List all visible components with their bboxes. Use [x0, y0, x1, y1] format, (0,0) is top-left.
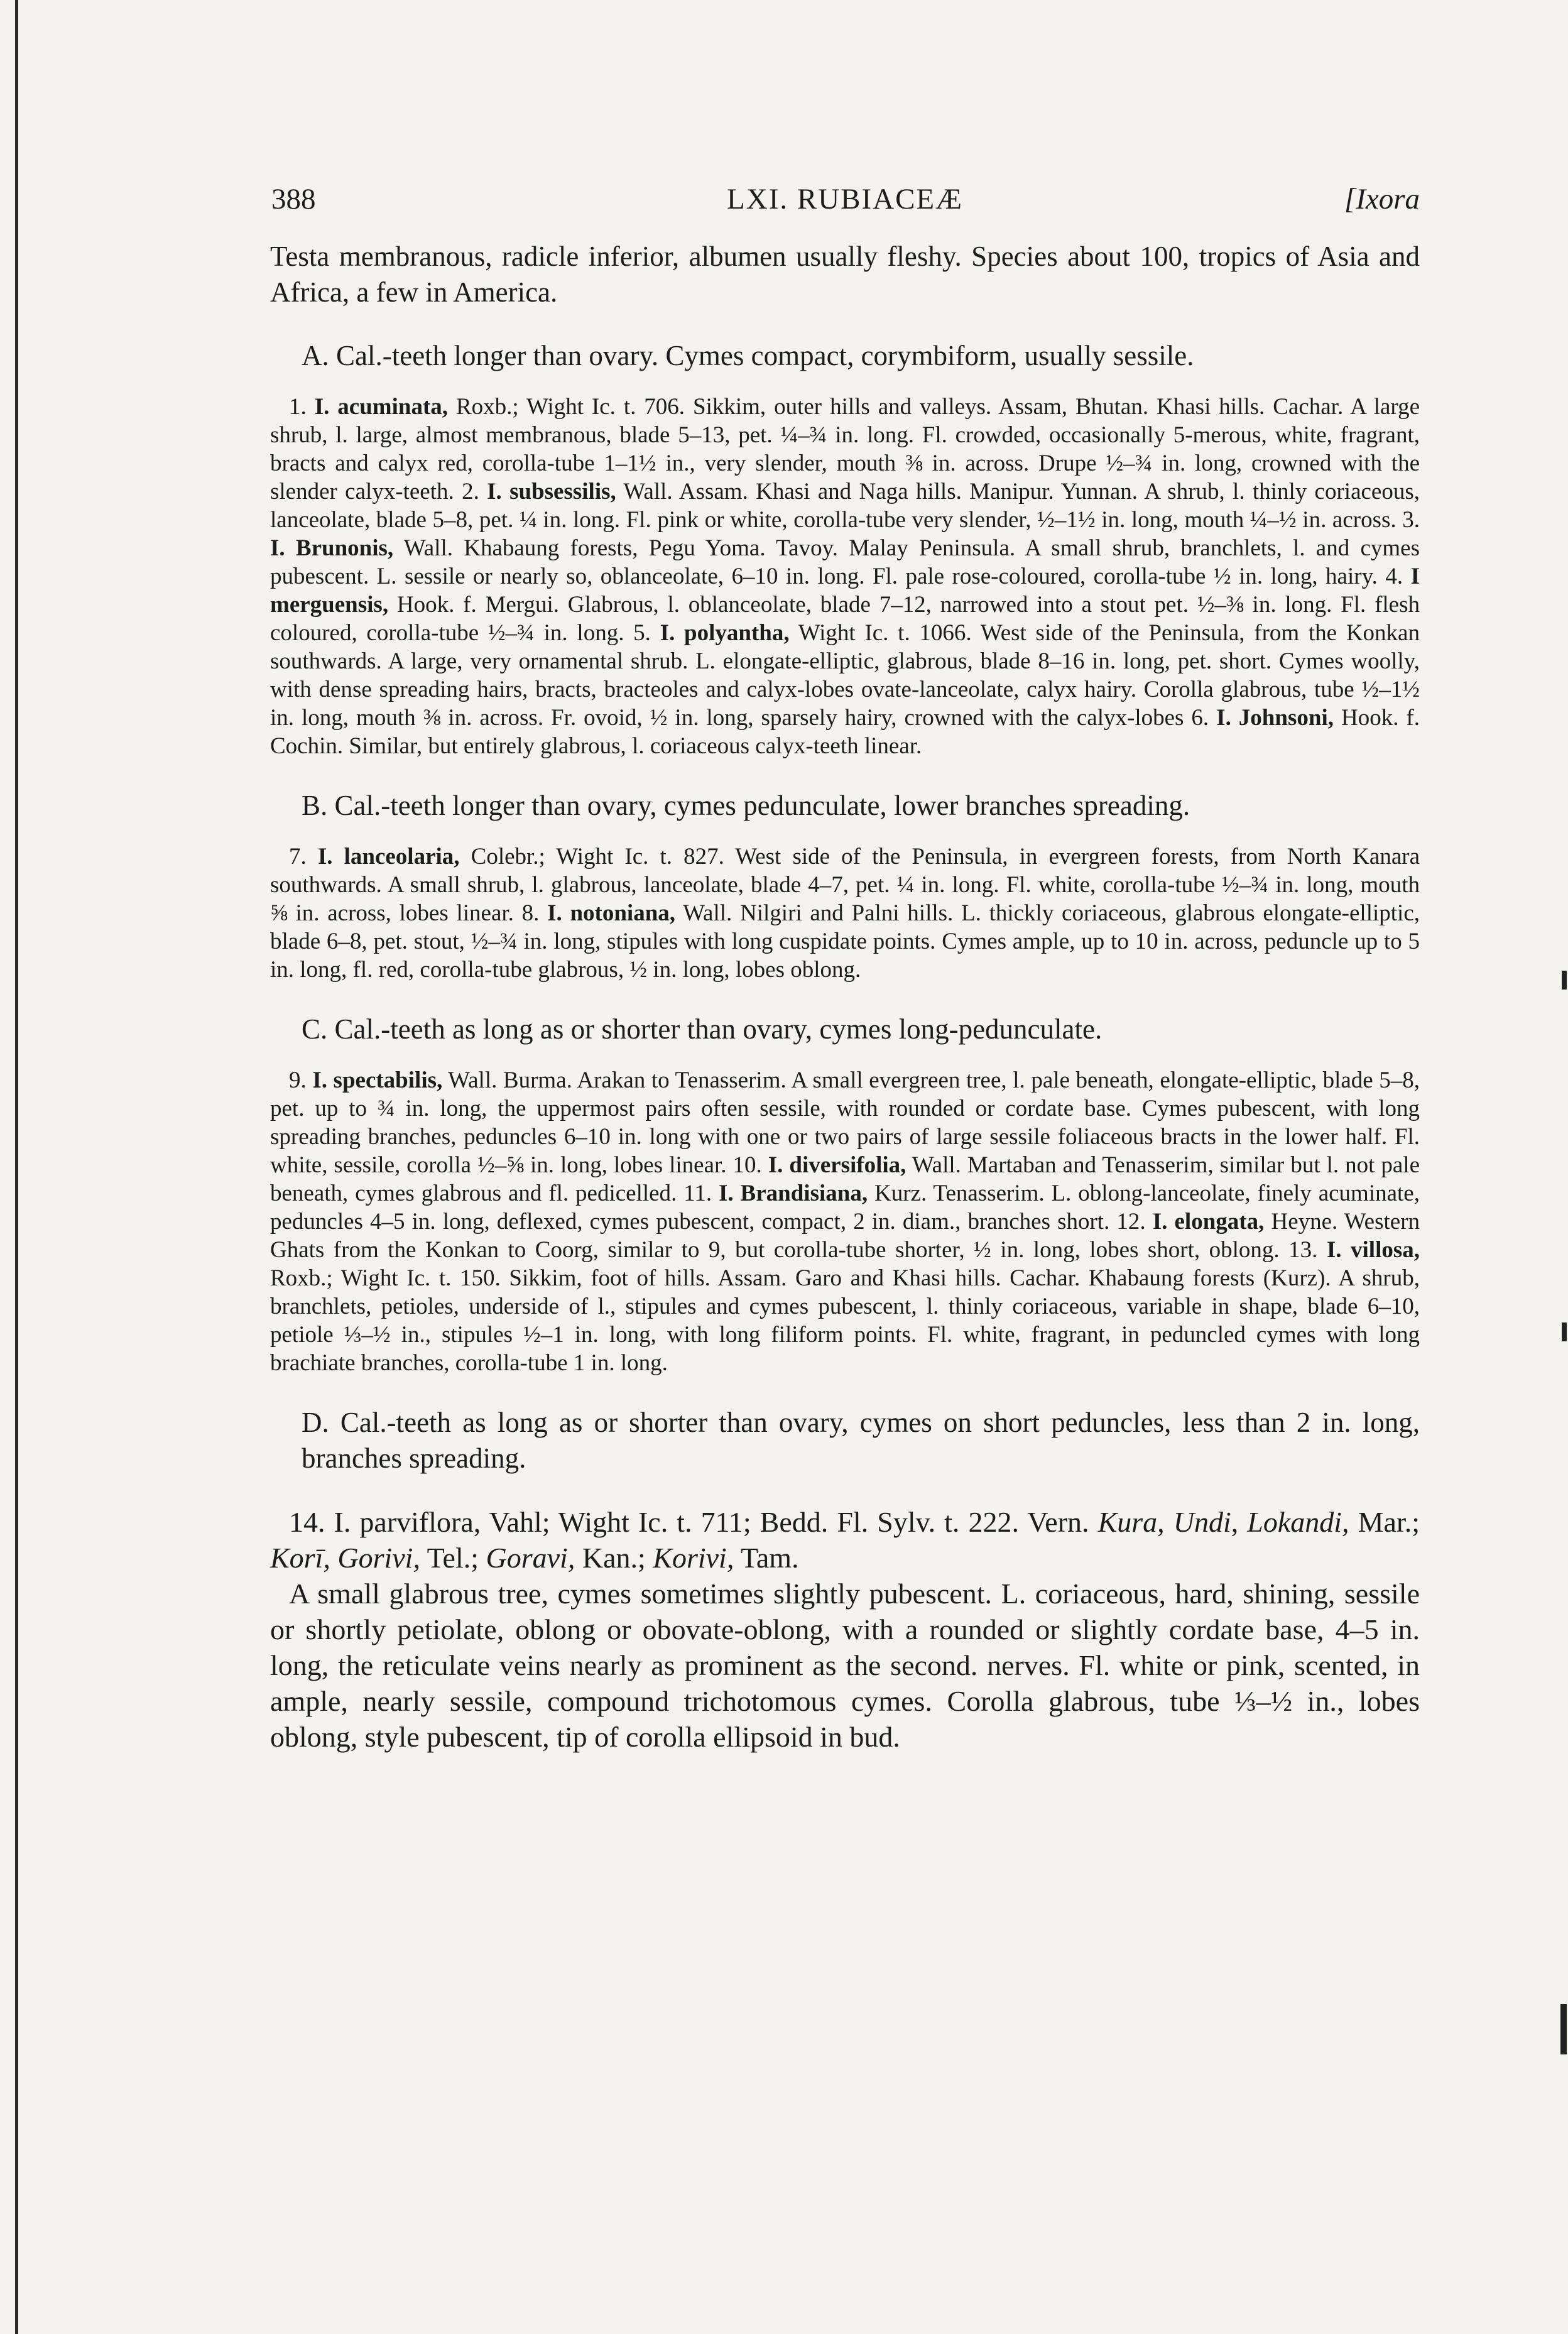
text-run: Hook. f. Cochin. Similar, but entirely glabrous, l. coriaceous calyx-teeth linear.: [270, 705, 1420, 759]
species-name: I merguensis,: [270, 564, 1420, 618]
text-run: Tam.: [734, 1542, 799, 1574]
species-name: I. polyantha,: [660, 620, 790, 646]
text-run: Wall. Martaban and Tenasserim, similar but l. not pale beneath, cymes glabrous and fl. pedicelled. 11.: [270, 1152, 1420, 1206]
species-name: I. elongata,: [1152, 1209, 1265, 1235]
page-body: [270, 182, 1420, 1755]
page-edge-line: [15, 0, 18, 2334]
vernacular-name: Kura, Undi, Lokandi,: [1097, 1506, 1349, 1538]
species-name: I. Johnsoni,: [1216, 705, 1334, 731]
text-run: Wall. Nilgiri and Palni hills. L. thickly coriaceous, glabrous elongate-elliptic, blade 6–8, pet. stout, ½–¾ in. long, stipules with long cuspidate points. Cymes ample, up to 10 in. across, peduncle up to 5 in. long, fl. red, corolla-tube glabrous, ½ in. long, lobes oblong.: [270, 900, 1420, 983]
species-name: I. notoniana,: [547, 900, 676, 926]
page-number: 388: [271, 183, 316, 215]
text-run: Tel.;: [420, 1542, 486, 1574]
text-run: 1.: [289, 394, 315, 420]
section-d-heading: D. Cal.-teeth as long as or shorter than ovary, cymes on short peduncles, less than 2 in. long, branches spreading.: [302, 1407, 1420, 1474]
text-run: Heyne. Western Ghats from the Konkan to Coorg, similar to 9, but corolla-tube shorter, ½ in. long, lobes short, oblong. 13.: [270, 1209, 1420, 1263]
text-run: Colebr.; Wight Ic. t. 827. West side of the Peninsula, in evergreen forests, from North Kanara southwards. A small shrub, l. glabrous, lanceolate, blade 4–7, pet. ¼ in. long. Fl. white, corolla-tube ½–¾ in. long, mouth ⅝ in. across, lobes linear. 8.: [270, 844, 1420, 926]
section-b-heading: B. Cal.-teeth longer than ovary, cymes pedunculate, lower branches spreading.: [302, 790, 1190, 821]
section-c-heading: C. Cal.-teeth as long as or shorter than ovary, cymes long-pedunculate.: [302, 1013, 1102, 1045]
section-b-body: [270, 843, 1420, 984]
vernacular-name: Korivi,: [653, 1542, 734, 1574]
text-run: Wall. Burma. Arakan to Tenasserim. A small evergreen tree, l. pale beneath, elongate-elliptic, blade 5–8, pet. up to ¾ in. long, the uppermost pairs often sessile, with rounded or cordate base. Cymes pubescent, with long spreading branches, peduncles 6–10 in. long with one or two pairs of large sessile foliaceous bracts in the lower half. Fl. white, sessile, corolla ½–⅝ in. long, lobes linear. 10.: [270, 1067, 1420, 1178]
species-name: I. lanceolaria,: [317, 844, 460, 870]
section-a-heading: A. Cal.-teeth longer than ovary. Cymes compact, corymbiform, usually sessile.: [302, 340, 1194, 371]
vernacular-name: Goravi,: [486, 1542, 575, 1574]
species-name: I. diversifolia,: [768, 1152, 906, 1178]
text-run: Roxb.; Wight Ic. t. 150. Sikkim, foot of hills. Assam. Garo and Khasi hills. Cachar. Khabaung forests (Kurz). A shrub, branchlets, petioles, underside of l., stipules and cymes pubescent, l. thinly coriaceous, variable in shape, blade 6–10, petiole ⅓–½ in., stipules ½–1 in. long, with long filiform points. Fl. white, fragrant, in peduncled cymes with long brachiate branches, corolla-tube 1 in. long.: [270, 1265, 1420, 1376]
species-name: I. Brunonis,: [270, 535, 394, 561]
scan-mark: [1562, 971, 1567, 990]
text-run: Kan.;: [575, 1542, 653, 1574]
text-run: Mar.;: [1349, 1506, 1420, 1538]
section-c-body: [270, 1066, 1420, 1377]
intro-paragraph: Testa membranous, radicle inferior, albumen usually fleshy. Species about 100, tropics of Asia and Africa, a few in America.: [270, 241, 1420, 308]
text-run: Wall. Assam. Khasi and Naga hills. Manipur. Yunnan. A shrub, l. thinly coriaceous, lanceolate, blade 5–8, pet. ¼ in. long. Fl. pink or white, corolla-tube very slender, ½–1½ in. long, mouth ¼–½ in. across. 3.: [270, 479, 1420, 533]
species-name: I. Brandisiana,: [718, 1181, 868, 1206]
text-run: 9.: [289, 1067, 313, 1093]
species-name: I. acuminata,: [314, 394, 449, 420]
vernacular-name: Korī, Gorivi,: [270, 1542, 420, 1574]
text-run: Wight Ic. t. 1066. West side of the Peninsula, from the Konkan southwards. A large, very ornamental shrub. L. elongate-elliptic, glabrous, blade 8–16 in. long, pet. short. Cymes woolly, with dense spreading hairs, bracts, bracteoles and calyx-lobes ovate-lanceolate, calyx hairy. Corolla glabrous, tube ½–1½ in. long, mouth ⅜ in. across. Fr. ovoid, ½ in. long, sparsely hairy, crowned with the calyx-lobes 6.: [270, 620, 1420, 731]
running-genus: [Ixora: [1344, 183, 1420, 215]
text-run: Roxb.; Wight Ic. t. 706. Sikkim, outer hills and valleys. Assam, Bhutan. Khasi hills. Cachar. A large shrub, l. large, almost membranous, blade 5–13, pet. ¼–¾ in. long. Fl. crowded, occasionally 5-merous, white, fragrant, bracts and calyx red, corolla-tube 1–1½ in., very slender, mouth ⅜ in. across. Drupe ½–¾ in. long, crowned with the slender calyx-teeth. 2.: [270, 394, 1420, 504]
species-14-description: A small glabrous tree, cymes sometimes slightly pubescent. L. coriaceous, hard, shining, sessile or shortly petiolate, oblong or obovate-oblong, with a rounded or slightly cordate base, 4–5 in. long, the reticulate veins nearly as prominent as the second. nerves. Fl. white or pink, scented, in ample, nearly sessile, compound trichotomous cymes. Corolla glabrous, tube ⅓–½ in., lobes oblong, style pubescent, tip of corolla ellipsoid in bud.: [270, 1578, 1420, 1753]
section-a-body: [270, 393, 1420, 760]
species-name: I. spectabilis,: [312, 1067, 443, 1093]
text-run: Wall. Khabaung forests, Pegu Yoma. Tavoy. Malay Peninsula. A small shrub, branchlets, l. and cymes pubescent. L. sessile or nearly so, oblanceolate, 6–10 in. long. Fl. pale rose-coloured, corolla-tube ½ in. long, hairy. 4.: [270, 535, 1420, 589]
text-run: 7.: [289, 844, 318, 870]
text-run: Hook. f. Mergui. Glabrous, l. oblanceolate, blade 7–12, narrowed into a stout pet. ½–⅜ in. long. Fl. flesh coloured, corolla-tube ½–¾ in. long. 5.: [270, 592, 1420, 646]
text-run: Kurz. Tenasserim. L. oblong-lanceolate, finely acuminate, peduncles 4–5 in. long, deflexed, cymes pubescent, compact, 2 in. diam., branches short. 12.: [270, 1181, 1420, 1235]
species-14-entry: [270, 1504, 1420, 1576]
family-title: LXI. RUBIACEÆ: [727, 183, 963, 215]
species-name: I. subsessilis,: [487, 479, 616, 504]
species-name: I. villosa,: [1326, 1237, 1420, 1263]
scan-mark: [1562, 1322, 1567, 1341]
scan-mark: [1560, 2004, 1567, 2054]
running-head: [270, 182, 1420, 227]
text-run: 14. I. parviflora, Vahl; Wight Ic. t. 711; Bedd. Fl. Sylv. t. 222. Vern.: [289, 1506, 1098, 1538]
